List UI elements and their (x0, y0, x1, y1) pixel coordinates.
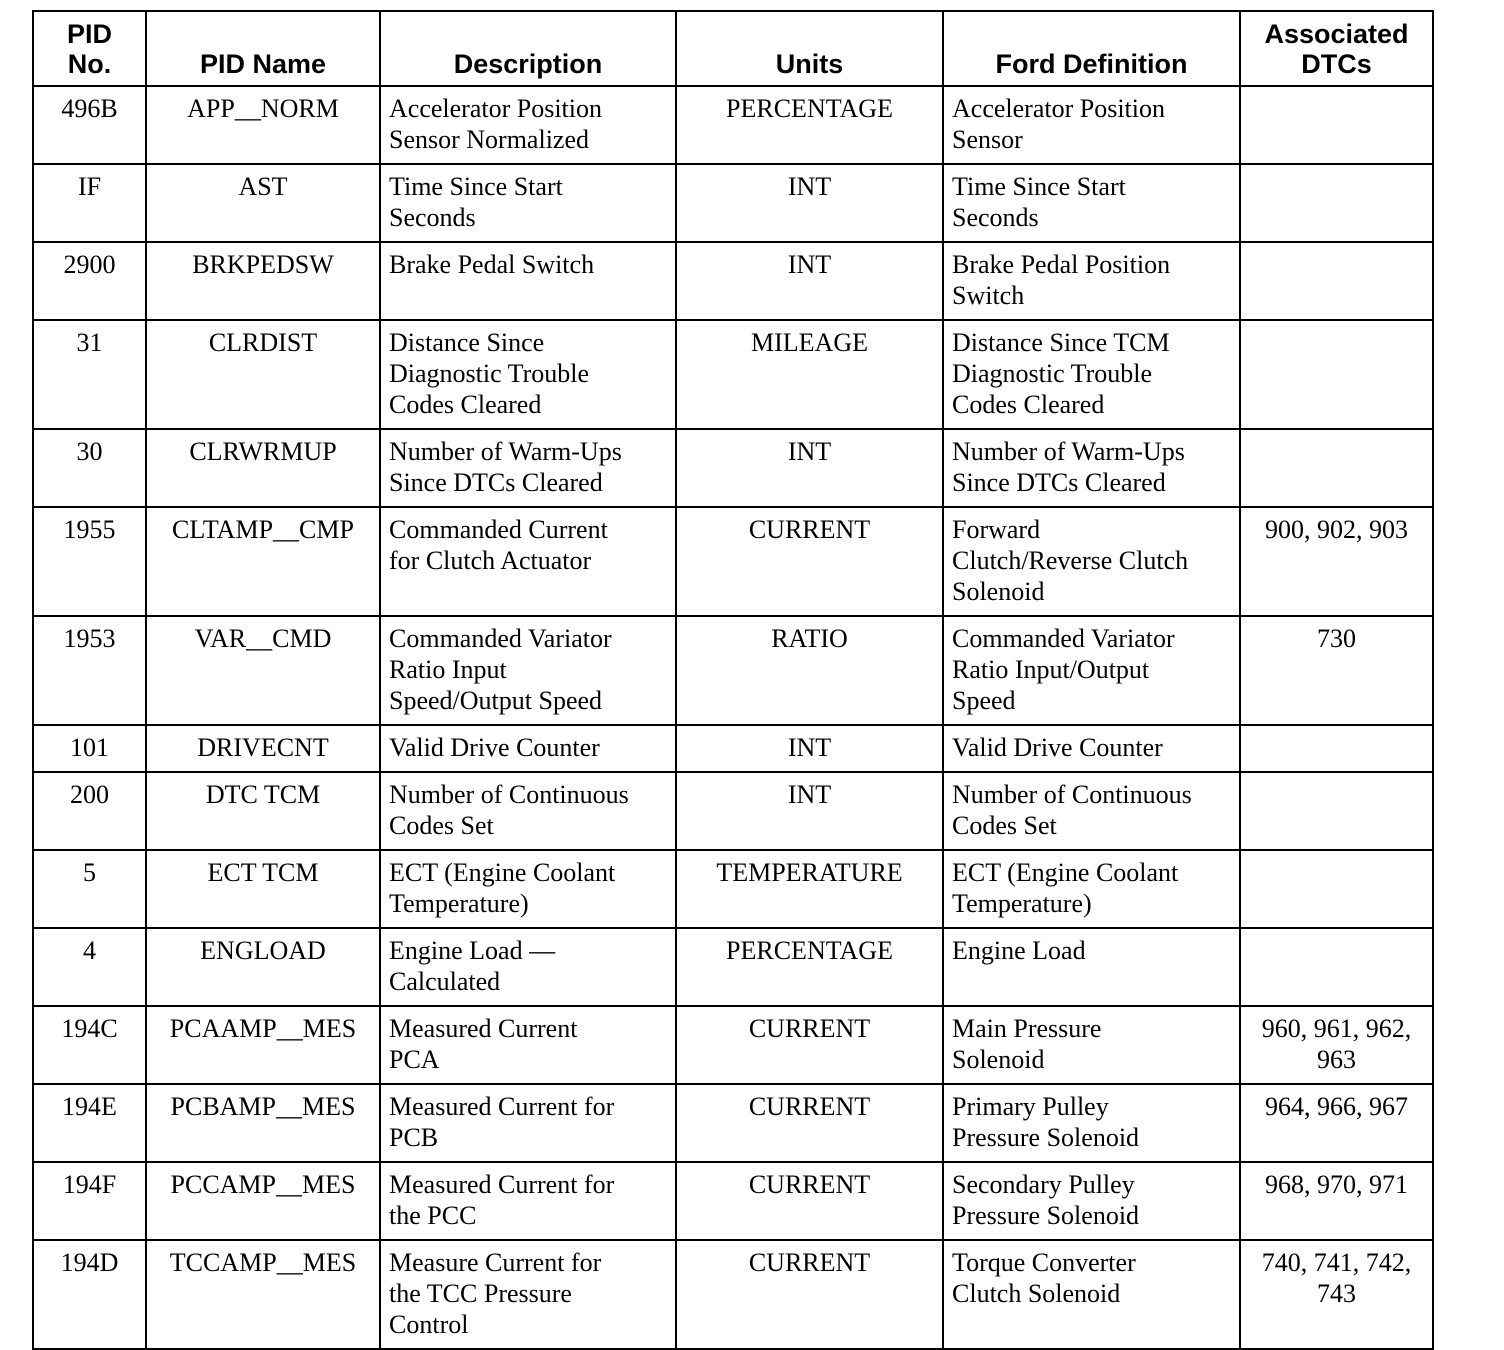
pid-number: 194E (33, 1084, 146, 1162)
pid-description: Distance Since Diagnostic Trouble Codes Cleared (380, 320, 676, 429)
table-row (33, 850, 1433, 928)
pid-description: Brake Pedal Switch (380, 242, 676, 320)
associated-dtcs (1240, 928, 1433, 1006)
header-pid-no: PID No. (33, 11, 146, 86)
table-row (33, 772, 1433, 850)
header-associated-dtcs: Associated DTCs (1240, 11, 1433, 86)
pid-name: CLTAMP__CMP (146, 507, 380, 616)
ford-definition: Torque Converter Clutch Solenoid (943, 1240, 1240, 1349)
pid-name: CLRDIST (146, 320, 380, 429)
pid-description: Commanded Variator Ratio Input Speed/Output Speed (380, 616, 676, 725)
pid-name: PCAAMP__MES (146, 1006, 380, 1084)
associated-dtcs (1240, 320, 1433, 429)
pid-units: INT (676, 242, 943, 320)
pid-units: TEMPERATURE (676, 850, 943, 928)
pid-description: ECT (Engine Coolant Temperature) (380, 850, 676, 928)
pid-description: Commanded Current for Clutch Actuator (380, 507, 676, 616)
pid-units: CURRENT (676, 507, 943, 616)
table-row (33, 928, 1433, 1006)
table-row (33, 164, 1433, 242)
associated-dtcs (1240, 850, 1433, 928)
pid-units: CURRENT (676, 1162, 943, 1240)
pid-name: APP__NORM (146, 86, 380, 164)
associated-dtcs (1240, 725, 1433, 772)
table-row (33, 1240, 1433, 1349)
pid-number: 31 (33, 320, 146, 429)
ford-definition: Main Pressure Solenoid (943, 1006, 1240, 1084)
table-row (33, 616, 1433, 725)
pid-units: CURRENT (676, 1240, 943, 1349)
pid-units: PERCENTAGE (676, 928, 943, 1006)
associated-dtcs (1240, 242, 1433, 320)
table-row (33, 1162, 1433, 1240)
pid-units: PERCENTAGE (676, 86, 943, 164)
pid-number: 194F (33, 1162, 146, 1240)
table-row (33, 725, 1433, 772)
pid-name: DRIVECNT (146, 725, 380, 772)
pid-units: INT (676, 772, 943, 850)
pid-name: BRKPEDSW (146, 242, 380, 320)
pid-units: INT (676, 429, 943, 507)
associated-dtcs: 960, 961, 962, 963 (1240, 1006, 1433, 1084)
pid-number: IF (33, 164, 146, 242)
pid-number: 4 (33, 928, 146, 1006)
pid-number: 5 (33, 850, 146, 928)
table-row (33, 429, 1433, 507)
pid-units: INT (676, 725, 943, 772)
associated-dtcs (1240, 772, 1433, 850)
pid-name: DTC TCM (146, 772, 380, 850)
pid-number: 1955 (33, 507, 146, 616)
associated-dtcs: 900, 902, 903 (1240, 507, 1433, 616)
header-ford-definition: Ford Definition (943, 11, 1240, 86)
pid-description: Measured Current for the PCC (380, 1162, 676, 1240)
associated-dtcs: 730 (1240, 616, 1433, 725)
pid-name: PCBAMP__MES (146, 1084, 380, 1162)
pid-description: Time Since Start Seconds (380, 164, 676, 242)
associated-dtcs (1240, 86, 1433, 164)
pid-description: Measured Current for PCB (380, 1084, 676, 1162)
ford-definition: Valid Drive Counter (943, 725, 1240, 772)
associated-dtcs: 740, 741, 742, 743 (1240, 1240, 1433, 1349)
pid-name: CLRWRMUP (146, 429, 380, 507)
pid-description: Number of Warm-Ups Since DTCs Cleared (380, 429, 676, 507)
header-units: Units (676, 11, 943, 86)
pid-name: ECT TCM (146, 850, 380, 928)
header-description: Description (380, 11, 676, 86)
table-row (33, 320, 1433, 429)
pid-units: CURRENT (676, 1084, 943, 1162)
pid-name: AST (146, 164, 380, 242)
pid-units: RATIO (676, 616, 943, 725)
ford-definition: Primary Pulley Pressure Solenoid (943, 1084, 1240, 1162)
pid-number: 194C (33, 1006, 146, 1084)
ford-definition: Accelerator Position Sensor (943, 86, 1240, 164)
ford-definition: ECT (Engine Coolant Temperature) (943, 850, 1240, 928)
pid-number: 101 (33, 725, 146, 772)
ford-definition: Engine Load (943, 928, 1240, 1006)
table-row (33, 86, 1433, 164)
pid-number: 30 (33, 429, 146, 507)
ford-definition: Time Since Start Seconds (943, 164, 1240, 242)
ford-definition: Distance Since TCM Diagnostic Trouble Codes Cleared (943, 320, 1240, 429)
pid-name: ENGLOAD (146, 928, 380, 1006)
pid-description: Engine Load — Calculated (380, 928, 676, 1006)
ford-definition: Number of Warm-Ups Since DTCs Cleared (943, 429, 1240, 507)
ford-definition: Brake Pedal Position Switch (943, 242, 1240, 320)
associated-dtcs (1240, 164, 1433, 242)
pid-units: INT (676, 164, 943, 242)
table-row (33, 1006, 1433, 1084)
table-row (33, 1084, 1433, 1162)
table-row (33, 507, 1433, 616)
pid-number: 496B (33, 86, 146, 164)
table-row (33, 242, 1433, 320)
ford-definition: Number of Continuous Codes Set (943, 772, 1240, 850)
pid-table (32, 10, 1434, 1350)
pid-number: 200 (33, 772, 146, 850)
pid-description: Number of Continuous Codes Set (380, 772, 676, 850)
pid-number: 194D (33, 1240, 146, 1349)
ford-definition: Forward Clutch/Reverse Clutch Solenoid (943, 507, 1240, 616)
associated-dtcs: 964, 966, 967 (1240, 1084, 1433, 1162)
pid-name: TCCAMP__MES (146, 1240, 380, 1349)
pid-units: CURRENT (676, 1006, 943, 1084)
pid-description: Accelerator Position Sensor Normalized (380, 86, 676, 164)
associated-dtcs (1240, 429, 1433, 507)
table-body (33, 86, 1433, 1349)
ford-definition: Secondary Pulley Pressure Solenoid (943, 1162, 1240, 1240)
header-pid-name: PID Name (146, 11, 380, 86)
pid-description: Measure Current for the TCC Pressure Control (380, 1240, 676, 1349)
table-header (33, 11, 1433, 86)
pid-units: MILEAGE (676, 320, 943, 429)
pid-number: 1953 (33, 616, 146, 725)
pid-name: PCCAMP__MES (146, 1162, 380, 1240)
pid-description: Valid Drive Counter (380, 725, 676, 772)
pid-number: 2900 (33, 242, 146, 320)
pid-name: VAR__CMD (146, 616, 380, 725)
associated-dtcs: 968, 970, 971 (1240, 1162, 1433, 1240)
ford-definition: Commanded Variator Ratio Input/Output Speed (943, 616, 1240, 725)
pid-description: Measured Current PCA (380, 1006, 676, 1084)
